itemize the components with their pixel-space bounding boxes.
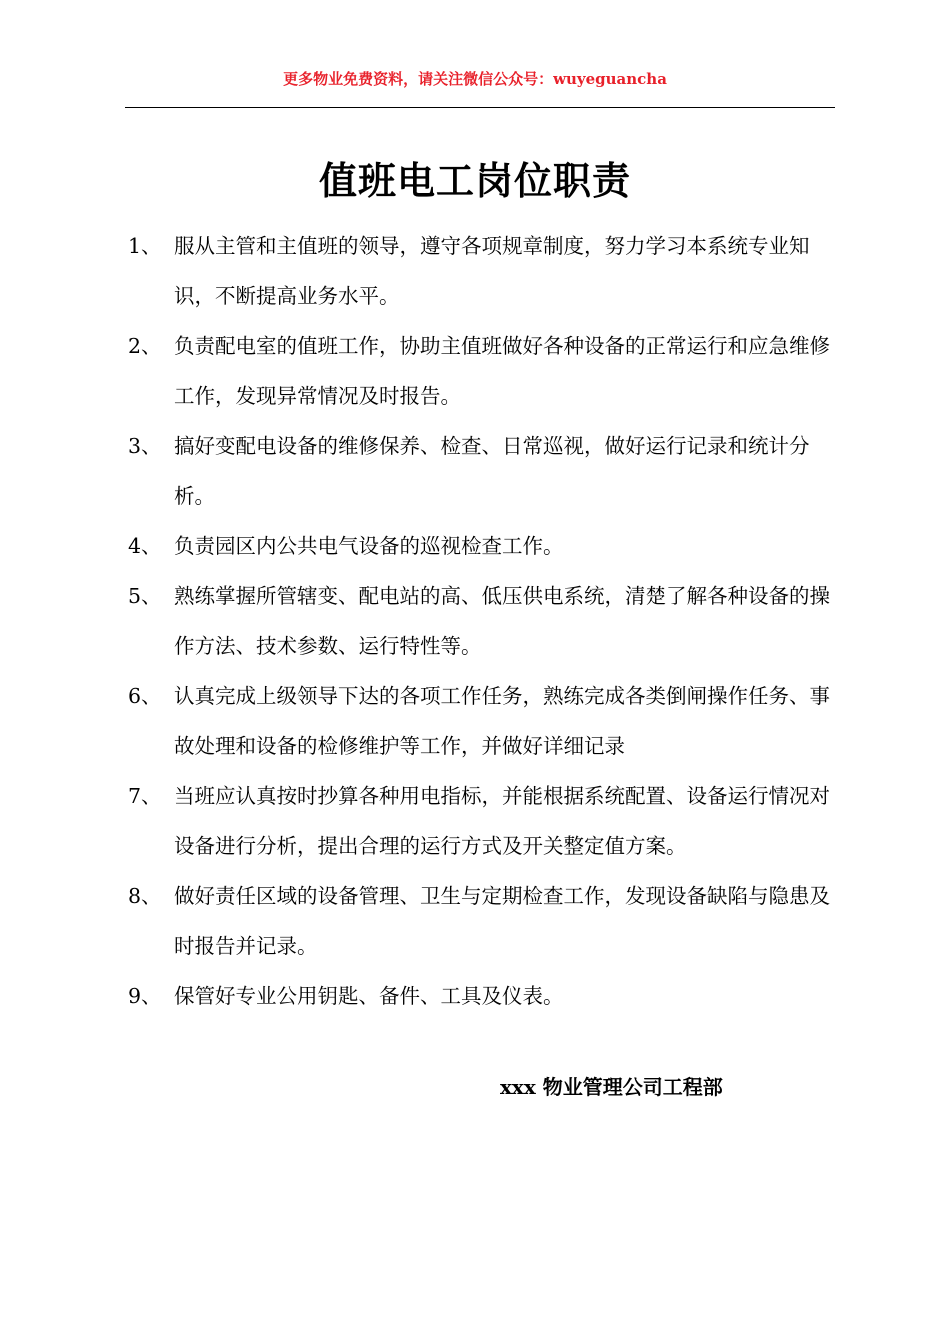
duty-item xyxy=(128,971,838,1021)
duty-item xyxy=(128,571,838,671)
duty-number: 4、 xyxy=(128,534,162,558)
duty-number: 8、 xyxy=(128,884,162,908)
duty-text: 做好责任区域的设备管理、卫生与定期检查工作，发现设备缺陷与隐患及时报告并记录。 xyxy=(174,884,830,958)
duty-item xyxy=(128,321,838,421)
duty-text: 熟练掌握所管辖变、配电站的高、低压供电系统，清楚了解各种设备的操作方法、技术参数、运行特性等。 xyxy=(174,584,830,658)
duty-list xyxy=(128,221,838,1021)
duty-number: 9、 xyxy=(128,984,162,1008)
duty-text: 负责配电室的值班工作，协助主值班做好各种设备的正常运行和应急维修工作，发现异常情况及时报告。 xyxy=(174,334,830,408)
duty-text: 保管好专业公用钥匙、备件、工具及仪表。 xyxy=(174,984,564,1008)
duty-item xyxy=(128,871,838,971)
duty-number: 6、 xyxy=(128,684,162,708)
duty-number: 5、 xyxy=(128,584,162,608)
header-note: 更多物业免费资料，请关注微信公众号：wuyeguancha xyxy=(283,70,667,88)
signature: xxx 物业管理公司工程部 xyxy=(500,1075,723,1099)
duty-item xyxy=(128,421,838,521)
duty-text: 负责园区内公共电气设备的巡视检查工作。 xyxy=(174,534,564,558)
duty-number: 7、 xyxy=(128,784,162,808)
duty-text: 服从主管和主值班的领导，遵守各项规章制度，努力学习本系统专业知识，不断提高业务水平。 xyxy=(174,234,810,308)
duty-text: 当班应认真按时抄算各种用电指标，并能根据系统配置、设备运行情况对设备进行分析，提出合理的运行方式及开关整定值方案。 xyxy=(174,784,830,858)
duty-item xyxy=(128,221,838,321)
duty-number: 3、 xyxy=(128,434,162,458)
duty-item xyxy=(128,771,838,871)
document-title: 值班电工岗位职责 xyxy=(318,158,631,203)
header-divider xyxy=(125,107,835,108)
duty-text: 认真完成上级领导下达的各项工作任务，熟练完成各类倒闸操作任务、事故处理和设备的检修维护等工作，并做好详细记录 xyxy=(174,684,830,758)
duty-number: 1、 xyxy=(128,234,162,258)
duty-item xyxy=(128,521,838,571)
duty-item xyxy=(128,671,838,771)
duty-text: 搞好变配电设备的维修保养、检查、日常巡视，做好运行记录和统计分析。 xyxy=(174,434,810,508)
duty-number: 2、 xyxy=(128,334,162,358)
